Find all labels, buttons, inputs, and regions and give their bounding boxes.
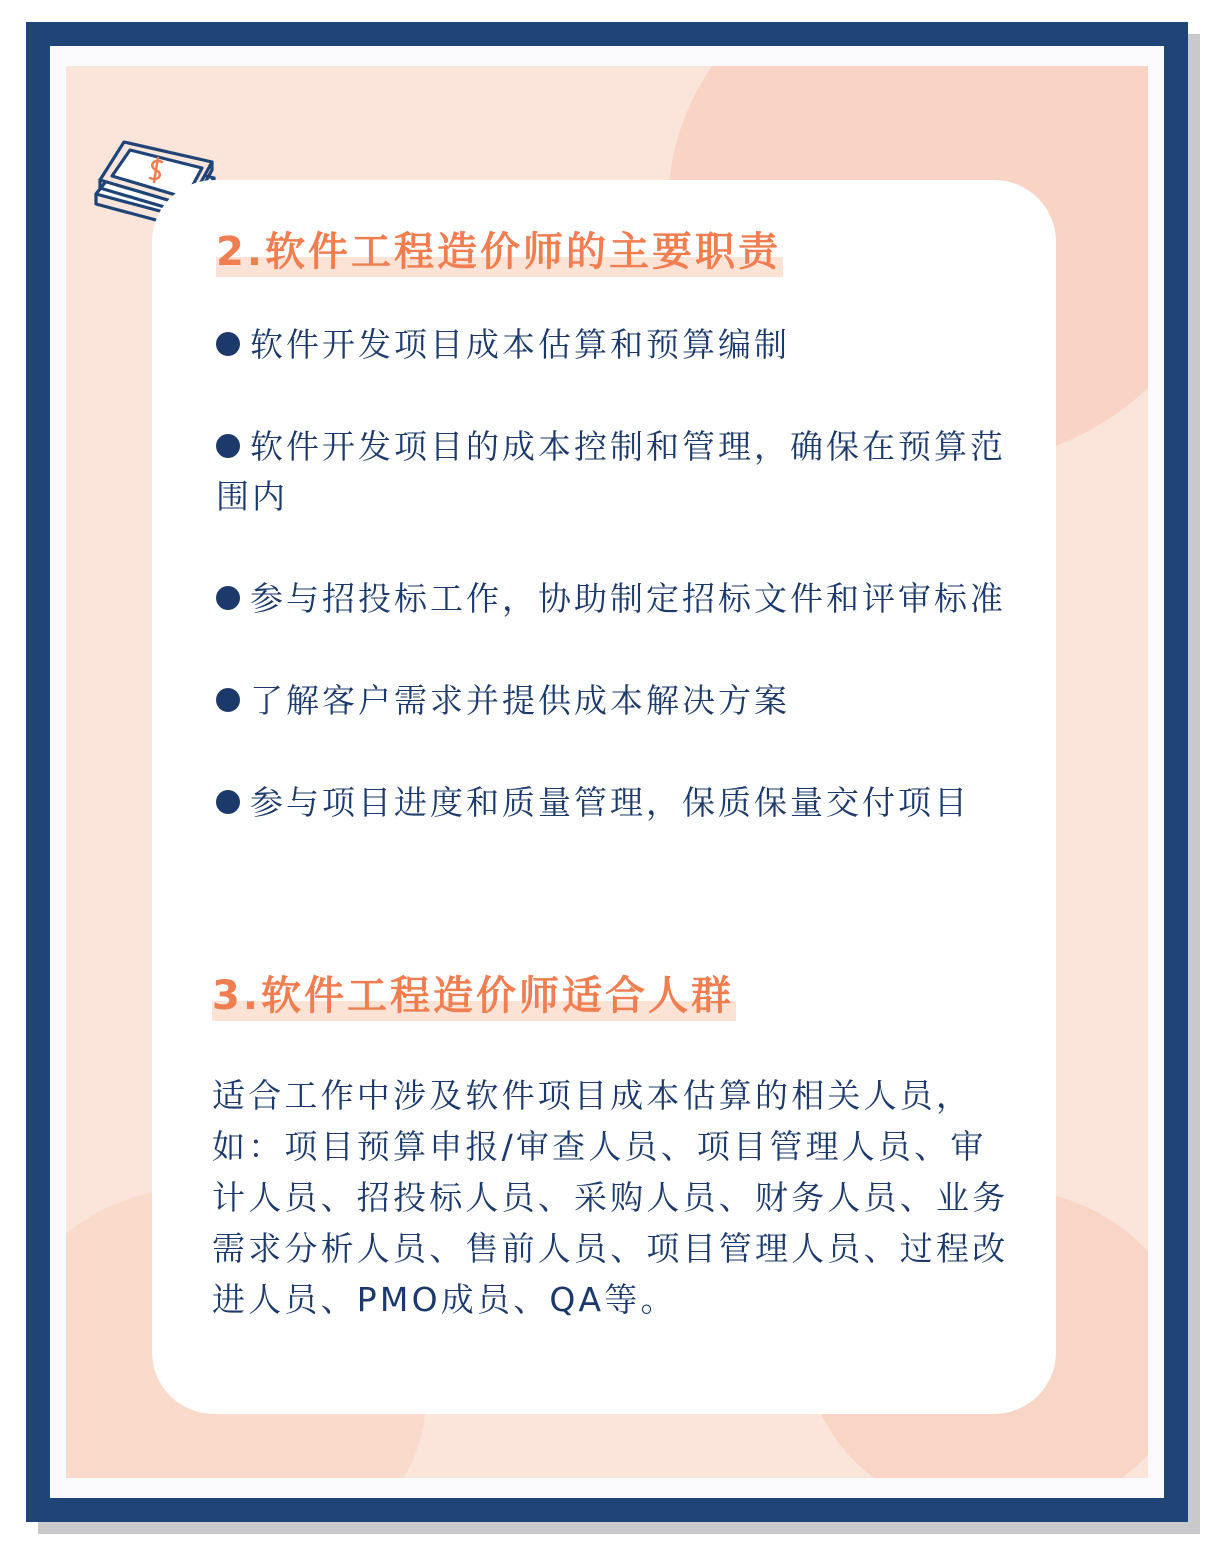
bullet-dot [216,790,240,814]
duties-list [216,320,1016,828]
list-item: 了解客户需求并提供成本解决方案 [216,676,1016,726]
bullet-dot [216,332,240,356]
picture-frame [26,22,1188,1522]
bullet-dot [216,688,240,712]
poster [66,66,1148,1478]
list-item: 软件开发项目成本估算和预算编制 [216,320,1016,370]
content-card [152,180,1056,1414]
frame-mat [50,46,1164,1498]
section-2-title: 2.软件工程造价师的主要职责 [216,229,782,275]
bullet-dot [216,434,240,458]
section-3-title: 3.软件工程造价师适合人群 [212,973,735,1019]
list-item: 软件开发项目的成本控制和管理，确保在预算范围内 [216,427,1006,516]
bullet-dot [216,586,240,610]
list-item: 参与项目进度和质量管理，保质保量交付项目 [216,778,1016,828]
list-item: 参与招投标工作，协助制定招标文件和评审标准 [216,574,1016,624]
target-audience-paragraph: 适合工作中涉及软件项目成本估算的相关人员，如：项目预算申报/审查人员、项目管理人员、审计人员、招投标人员、采购人员、财务人员、业务需求分析人员、售前人员、项目管理人员、过程改进人员、PMO成员、QA等。 [212,1076,1009,1319]
